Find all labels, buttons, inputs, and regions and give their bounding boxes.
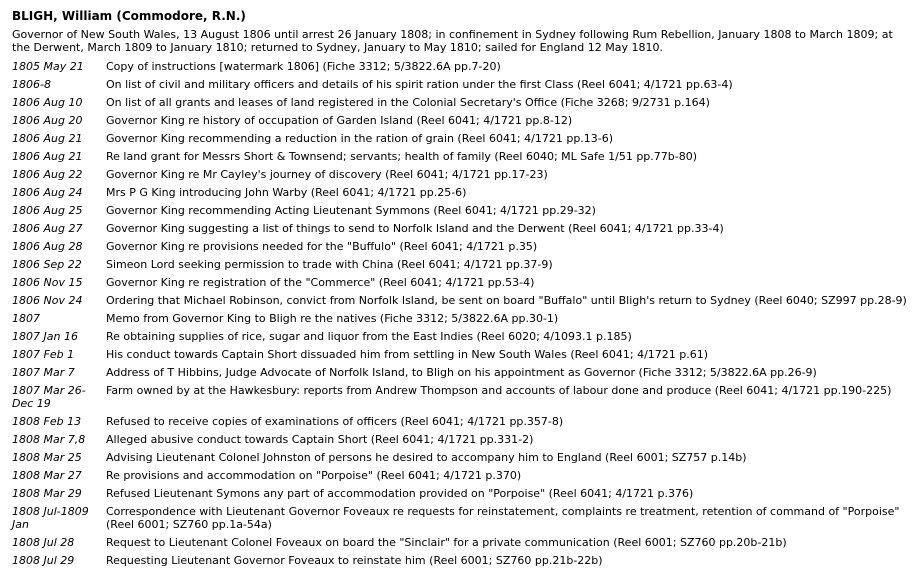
entry-text: Governor King recommending a reduction in the ration of grain (Reel 6041; 4/1721 pp.13-6) <box>106 132 614 145</box>
entry-text: Address of T Hibbins, Judge Advocate of Norfolk Island, to Bligh on his appointment as Governor (Fiche 3312; 5/3822.6A pp.26-9) <box>106 366 817 379</box>
entry-row <box>8 467 913 485</box>
entry-date: 1807 Jan 16 <box>12 330 78 343</box>
entry-text: Governor King recommending Acting Lieutenant Symmons (Reel 6041; 4/1721 pp.29-32) <box>106 204 596 217</box>
entry-text: Governor King re provisions needed for the "Buffulo" (Reel 6041; 4/1721 p.35) <box>106 240 538 253</box>
entry-text: Farm owned by at the Hawkesbury: reports from Andrew Thompson and accounts of labour done and produce (Reel 6041; 4/1721 pp.190-225) <box>106 384 892 397</box>
entry-text: Governor King suggesting a list of things to send to Norfolk Island and the Derwent (Reel 6041; 4/1721 pp.33-4) <box>106 222 724 235</box>
entry-date: 1808 Feb 13 <box>12 415 82 428</box>
entry-date: 1806 Aug 10 <box>12 96 83 109</box>
entry-date: 1806 Aug 21 <box>12 150 83 163</box>
entry-row <box>8 534 913 552</box>
biography-description: Governor of New South Wales, 13 August 1806 until arrest 26 January 1808; in confinement in Sydney following Rum Rebellion, January 1808 to March 1809; at the Derwent, March 1809 to January 1810; returned to Sydney, January to May 1810; sailed for England 12 May 1810. <box>12 28 893 54</box>
entry-text: Ordering that Michael Robinson, convict from Norfolk Island, be sent on board "Buffalo" until Bligh's return to Sydney (Reel 6040; SZ997 pp.28-9) <box>106 294 907 307</box>
entry-row <box>8 94 913 112</box>
entry-date: 1806 Nov 24 <box>12 294 83 307</box>
entry-text: Re obtaining supplies of rice, sugar and liquor from the East Indies (Reel 6020; 4/1093.1 p.185) <box>106 330 632 343</box>
entry-text: Re provisions and accommodation on "Porpoise" (Reel 6041; 4/1721 p.370) <box>106 469 522 482</box>
entry-text: On list of all grants and leases of land registered in the Colonial Secretary's Office (Fiche 3268; 9/2731 p.164) <box>106 96 710 109</box>
entry-row <box>8 202 913 220</box>
entry-row <box>8 256 913 274</box>
entry-row <box>8 346 913 364</box>
entry-date: 1805 May 21 <box>12 60 84 73</box>
entry-date: 1806 Nov 15 <box>12 276 83 289</box>
entry-date: 1806 Aug 22 <box>12 168 83 181</box>
entry-row <box>8 184 913 202</box>
entry-row <box>8 148 913 166</box>
entry-date: 1807 Mar 26-Dec 19 <box>12 384 86 410</box>
entry-row <box>8 310 913 328</box>
entry-row <box>8 431 913 449</box>
entry-row <box>8 413 913 431</box>
entry-date: 1808 Jul 28 <box>12 536 75 549</box>
entry-date: 1806 Aug 25 <box>12 204 83 217</box>
entry-text: Alleged abusive conduct towards Captain Short (Reel 6041; 4/1721 pp.331-2) <box>106 433 534 446</box>
entry-text: Refused to receive copies of examinations of officers (Reel 6041; 4/1721 pp.357-8) <box>106 415 564 428</box>
entry-row <box>8 552 913 570</box>
entry-date: 1807 <box>12 312 40 325</box>
entry-text: Governor King re registration of the "Commerce" (Reel 6041; 4/1721 pp.53-4) <box>106 276 535 289</box>
entry-date: 1806 Aug 21 <box>12 132 83 145</box>
entry-row <box>8 220 913 238</box>
entry-date: 1808 Mar 29 <box>12 487 82 500</box>
entry-text: Re land grant for Messrs Short & Townsend; servants; health of family (Reel 6040; ML Safe 1/51 pp.77b-80) <box>106 150 698 163</box>
entry-row <box>8 166 913 184</box>
entry-text: Refused Lieutenant Symons any part of accommodation provided on "Porpoise" (Reel 6041; 4/1721 p.376) <box>106 487 694 500</box>
entry-date: 1808 Jul-1809 Jan <box>12 505 89 531</box>
entry-text: Request to Lieutenant Colonel Foveaux on board the "Sinclair" for a private communication (Reel 6001; SZ760 pp.20b-21b) <box>106 536 787 549</box>
entry-text: Advising Lieutenant Colonel Johnston of persons he desired to accompany him to England (Reel 6001; SZ757 p.14b) <box>106 451 747 464</box>
entry-row <box>8 485 913 503</box>
entry-date: 1806 Aug 24 <box>12 186 83 199</box>
entries-table <box>8 58 913 570</box>
entry-text: Requesting Lieutenant Governor Foveaux to reinstate him (Reel 6001; SZ760 pp.21b-22b) <box>106 554 603 567</box>
entry-text: Copy of instructions [watermark 1806] (Fiche 3312; 5/3822.6A pp.7-20) <box>106 60 501 73</box>
entry-text: Mrs P G King introducing John Warby (Reel 6041; 4/1721 pp.25-6) <box>106 186 467 199</box>
entry-date: 1806 Sep 22 <box>12 258 82 271</box>
entry-text: On list of civil and military officers and details of his spirit ration under the first Class (Reel 6041; 4/1721 pp.63-4) <box>106 78 733 91</box>
entry-date: 1808 Mar 25 <box>12 451 82 464</box>
entry-row <box>8 76 913 94</box>
entry-text: Governor King re Mr Cayley's journey of discovery (Reel 6041; 4/1721 pp.17-23) <box>106 168 548 181</box>
entry-text: Memo from Governor King to Bligh re the natives (Fiche 3312; 5/3822.6A pp.30-1) <box>106 312 559 325</box>
page-title: BLIGH, William (Commodore, R.N.) <box>12 9 246 23</box>
entry-row <box>8 449 913 467</box>
entry-row <box>8 382 913 413</box>
entry-text: Governor King re history of occupation of Garden Island (Reel 6041; 4/1721 pp.8-12) <box>106 114 573 127</box>
entry-row <box>8 503 913 534</box>
entry-date: 1807 Feb 1 <box>12 348 75 361</box>
entry-date: 1808 Mar 27 <box>12 469 82 482</box>
entry-row <box>8 364 913 382</box>
entry-row <box>8 292 913 310</box>
entry-row <box>8 112 913 130</box>
entry-text: Correspondence with Lieutenant Governor Foveaux re requests for reinstatement, complaints re treatment, retention of command of "Porpoise" (Reel 6001; SZ760 pp.1a-54a) <box>106 505 900 531</box>
entry-date: 1806 Aug 27 <box>12 222 83 235</box>
entry-date: 1808 Jul 29 <box>12 554 75 567</box>
entry-row <box>8 274 913 292</box>
entry-date: 1807 Mar 7 <box>12 366 75 379</box>
entry-date: 1808 Mar 7,8 <box>12 433 86 446</box>
entry-text: Simeon Lord seeking permission to trade with China (Reel 6041; 4/1721 pp.37-9) <box>106 258 553 271</box>
entry-text: His conduct towards Captain Short dissuaded him from settling in New South Wales (Reel 6041; 4/1721 p.61) <box>106 348 709 361</box>
entry-date: 1806 Aug 28 <box>12 240 83 253</box>
entry-row <box>8 238 913 256</box>
entry-row <box>8 130 913 148</box>
entry-row <box>8 58 913 76</box>
entry-row <box>8 328 913 346</box>
entry-date: 1806-8 <box>12 78 51 91</box>
entry-date: 1806 Aug 20 <box>12 114 83 127</box>
